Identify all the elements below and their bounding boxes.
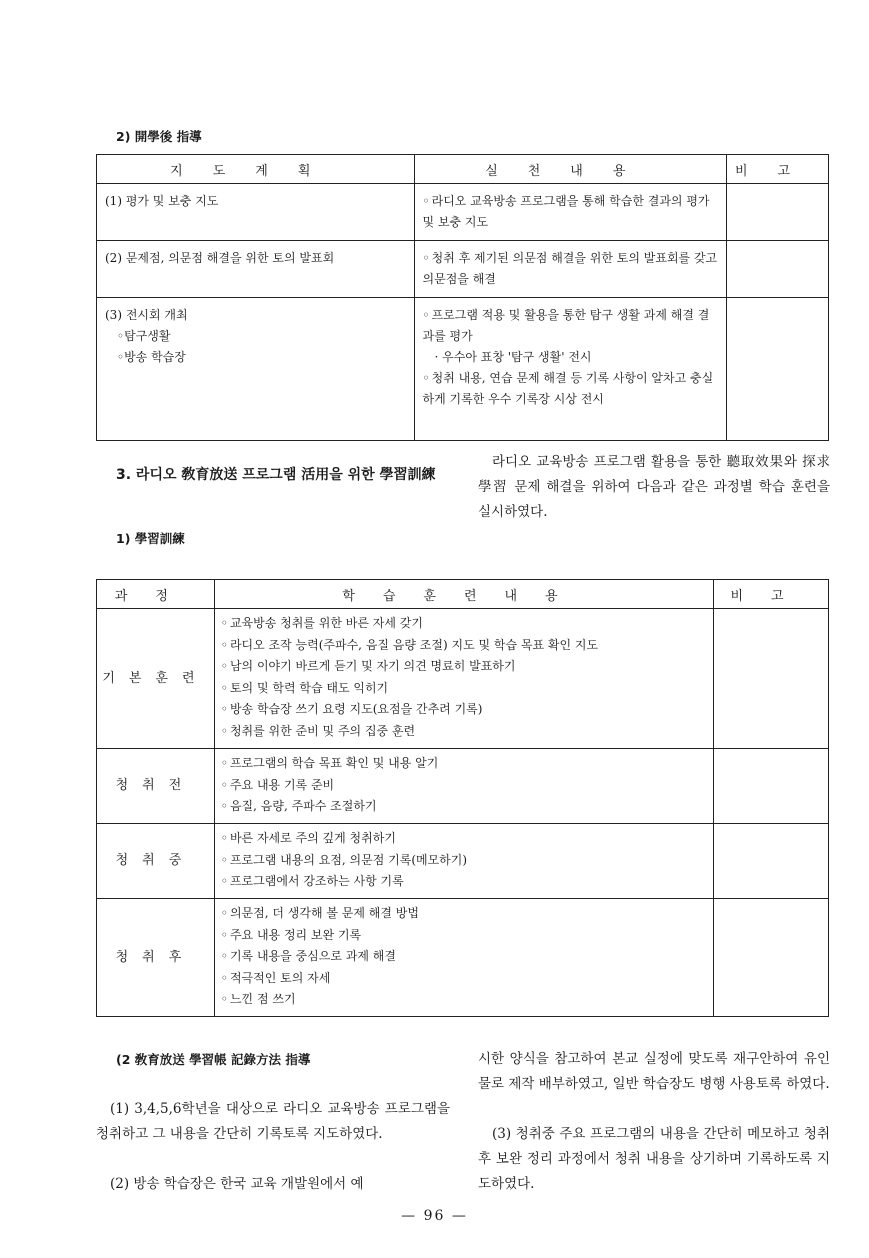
table-header-row [97,580,829,609]
list-item: ◦ 프로그램에서 강조하는 사항 기록 [221,871,707,893]
table-row [97,609,829,749]
stage-cell: 청취중 [97,824,215,899]
column-header: 지도계획 [97,155,415,184]
guidance-plan-table [96,154,829,441]
stage-cell: 청취후 [97,899,215,1017]
items-cell [214,749,713,824]
intro-paragraph: 라디오 교육방송 프로그램 활용을 통한 聽取效果와 探求學習 문제 해결을 위하여 다음과 같은 과정별 학습 훈련을 실시하였다. [478,454,830,520]
remarks-cell [714,609,829,749]
list-item: ◦ 바른 자세로 주의 깊게 청취하기 [221,828,707,850]
column-header: 비고 [714,580,829,609]
list-item: ◦ 남의 이야기 바르게 듣기 및 자기 의견 명료히 발표하기 [221,656,707,678]
body-paragraph: (2) 방송 학습장은 한국 교육 개발원에서 예 [110,1176,364,1192]
list-item: ◦ 기록 내용을 중심으로 과제 해결 [221,946,707,968]
table-header-row [97,155,829,184]
table-row [97,298,829,441]
list-subitem: · 우수아 표창 '탐구 생활' 전시 [434,350,592,364]
table-row [97,241,829,298]
list-item: ◦ 적극적인 토의 자세 [221,968,707,990]
list-item: ◦ 프로그램 적용 및 활용을 통한 탐구 생활 과제 해결 결과를 평가 [423,305,719,347]
remarks-cell [727,241,829,298]
subsection-heading: 1) 學習訓練 [116,531,185,546]
items-cell [214,824,713,899]
plan-cell: (2) 문제점, 의문점 해결을 위한 토의 발표회 [97,241,415,298]
remarks-cell [714,749,829,824]
section-heading: 3. 라디오 敎育放送 프로그램 活用을 위한 學習訓練 [116,467,436,483]
subsection-heading: (2 敎育放送 學習帳 記錄方法 指導 [116,1052,311,1067]
table-row [97,899,829,1017]
content-cell [414,241,727,298]
content-cell [414,184,727,241]
column-header: 과정 [97,580,215,609]
items-cell [214,899,713,1017]
list-item: ◦ 방송 학습장 쓰기 요령 지도(요점을 간추려 기록) [221,699,707,721]
items-cell [214,609,713,749]
table-row [97,184,829,241]
stage-cell: 기본훈련 [97,609,215,749]
column-header: 비고 [727,155,829,184]
list-item: ◦ 주요 내용 기록 준비 [221,775,707,797]
column-header: 학습훈련내용 [214,580,713,609]
remarks-cell [727,298,829,441]
plan-cell: (1) 평가 및 보충 지도 [97,184,415,241]
column-header: 실천내용 [414,155,727,184]
content-cell [414,298,727,441]
list-item: ◦ 느낀 점 쓰기 [221,989,707,1011]
body-paragraph: (1) 3,4,5,6학년을 대상으로 라디오 교육방송 프로그램을 청취하고 그 내용을 간단히 기록토록 지도하였다. [96,1101,450,1142]
body-paragraph: (3) 청취중 주요 프로그램의 내용을 간단히 메모하고 청취후 보완 정리 과정에서 청취 내용을 상기하며 기록하도록 지도하였다. [478,1126,830,1192]
list-item: ◦ 라디오 조작 능력(주파수, 음질 음량 조절) 지도 및 학습 목표 확인 지도 [221,635,707,657]
list-item: ◦ 청취 내용, 연습 문제 해결 등 기록 사항이 알차고 충실하게 기록한 우수 기록장 시상 전시 [423,368,719,410]
body-paragraph: 시한 양식을 참고하여 본교 실정에 맞도록 재구안하여 유인물로 제작 배부하였고, 일반 학습장도 병행 사용토록 하였다. [478,1051,830,1092]
remarks-cell [714,824,829,899]
remarks-cell [714,899,829,1017]
list-item: ◦ 교육방송 청취를 위한 바른 자세 갖기 [221,613,707,635]
remarks-cell [727,184,829,241]
list-item: ◦ 토의 및 학력 학습 태도 익히기 [221,678,707,700]
learning-training-table [96,579,829,1017]
list-item: ◦ 주요 내용 정리 보완 기록 [221,925,707,947]
table-row [97,749,829,824]
list-item: ◦ 라디오 교육방송 프로그램을 통해 학습한 결과의 평가 및 보충 지도 [423,191,719,233]
list-item: ◦ 프로그램의 학습 목표 확인 및 내용 알기 [221,753,707,775]
stage-cell: 청취전 [97,749,215,824]
section-heading: 2) 開學後 指導 [116,129,202,144]
list-item: ◦ 의문점, 더 생각해 볼 문제 해결 방법 [221,903,707,925]
list-item: ◦ 청취 후 제기된 의문점 해결을 위한 토의 발표회를 갖고 의문점을 해결 [423,248,719,290]
list-item: ◦ 청취를 위한 준비 및 주의 집중 훈련 [221,721,707,743]
plan-cell: (3) 전시회 개최 ◦탐구생활 ◦방송 학습장 [97,298,415,441]
table-row [97,824,829,899]
page-number: — 96 — [401,1208,468,1224]
list-item: ◦ 음질, 음량, 주파수 조절하기 [221,796,707,818]
list-item: ◦ 프로그램 내용의 요점, 의문점 기록(메모하기) [221,850,707,872]
